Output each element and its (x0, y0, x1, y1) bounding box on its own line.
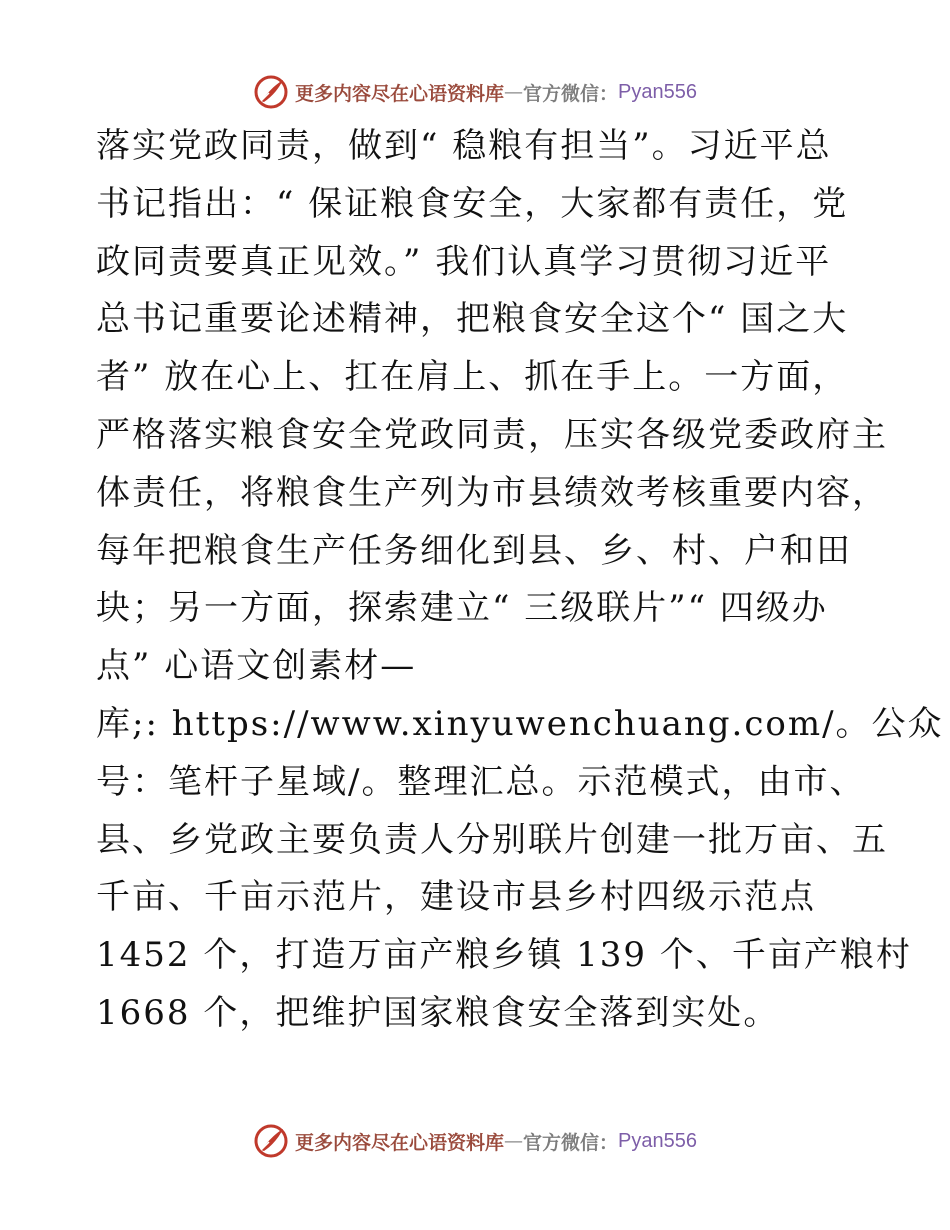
banner-separator: — (504, 81, 524, 103)
body-line: 号：笔杆子星域/。整理汇总。示范模式，由市、 (96, 761, 866, 802)
body-line: 书记指出：“ 保证粮食安全，大家都有责任，党 (96, 183, 849, 224)
banner-wechat-id: Pyan556 (618, 80, 697, 103)
footer-banner (0, 1119, 950, 1163)
body-line: 政同责要真正见效。” 我们认真学习贯彻习近平 (96, 241, 832, 282)
banner-slogan: 更多内容尽在心语资料库 (295, 82, 505, 105)
body-line: 者” 放在心上、扛在肩上、抓在手上。一方面， (96, 357, 849, 398)
body-line: 块；另一方面，探索建立“ 三级联片”“ 四级办 (96, 588, 828, 629)
body-line: 1668 个，把维护国家粮食安全落到实处。 (96, 992, 780, 1033)
banner-wechat-label: 官方微信： (523, 82, 619, 105)
banner-wechat-id: Pyan556 (618, 1129, 697, 1152)
body-line: 县、乡党政主要负责人分别联片创建一批万亩、五 (96, 819, 888, 860)
body-line: 每年把粮食生产任务细化到县、乡、村、户和田 (96, 530, 852, 571)
body-line: 千亩、千亩示范片，建设市县乡村四级示范点 (96, 877, 816, 918)
body-paragraph (96, 118, 944, 1043)
quill-logo-icon (253, 74, 289, 110)
quill-logo-icon (253, 1123, 289, 1159)
body-line: 严格落实粮食安全党政同责，压实各级党委政府主 (96, 414, 888, 455)
header-banner (0, 70, 950, 114)
body-line: 体责任，将粮食生产列为市县绩效考核重要内容， (96, 472, 888, 513)
banner-slogan: 更多内容尽在心语资料库 (295, 1131, 505, 1154)
body-line: 点” 心语文创素材— (96, 646, 417, 687)
body-line: 落实党政同责，做到“ 稳粮有担当”。习近平总 (96, 126, 832, 166)
body-line: 总书记重要论述精神，把粮食安全这个“ 国之大 (96, 299, 849, 340)
banner-wechat-label: 官方微信： (523, 1131, 619, 1154)
banner-separator: — (504, 1130, 524, 1152)
body-line: 库;: https://www.xinyuwenchuang.com/。公众 (96, 703, 944, 744)
body-line: 1452 个，打造万亩产粮乡镇 139 个、千亩产粮村 (96, 935, 912, 976)
